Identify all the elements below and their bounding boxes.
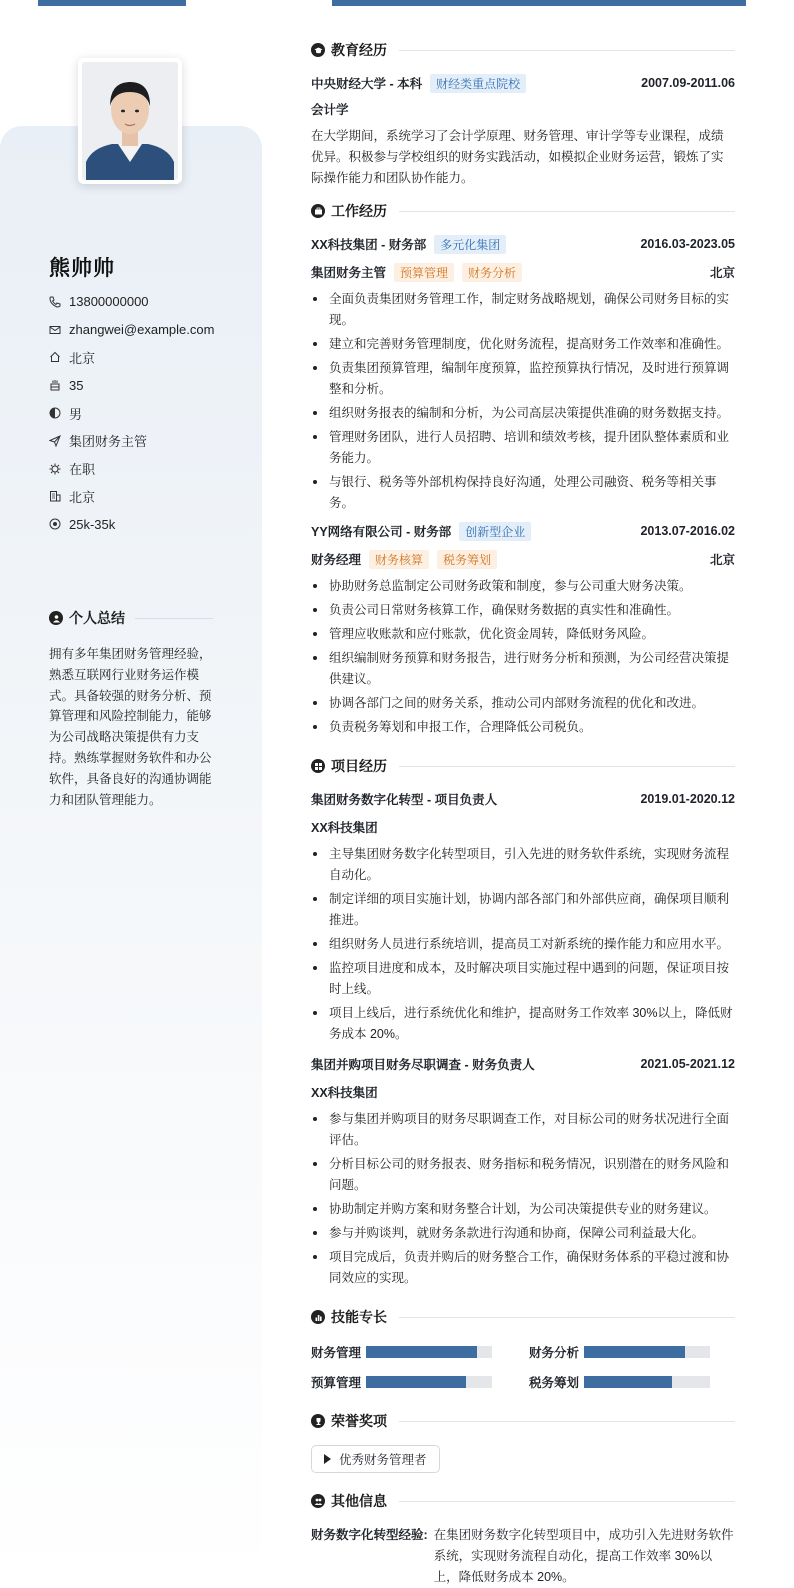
job-entry: [311, 233, 735, 514]
skills-title: 技能专长: [331, 1309, 387, 1325]
home-icon: [49, 351, 61, 363]
list-item: 制定详细的项目实施计划，协调内部各部门和外部供应商，确保项目顺利推进。: [311, 889, 735, 931]
list-item: 监控项目进度和成本，及时解决项目实施过程中遇到的问题，保证项目按时上线。: [311, 958, 735, 1000]
summary-title: 个人总结: [69, 610, 125, 626]
skill-tag: 预算管理: [394, 263, 454, 282]
divider: [135, 618, 213, 619]
school-name: 中央财经大学 - 本科: [311, 77, 423, 91]
skill-bar-fill: [584, 1346, 685, 1358]
list-item: 协调各部门之间的财务关系，推动公司内部财务流程的优化和改进。: [311, 693, 735, 714]
gender-icon: [49, 407, 61, 419]
info-email: zhangwei@example.com: [49, 316, 214, 344]
skill-label: 财务分析: [529, 1346, 580, 1360]
education-entry: [311, 72, 735, 94]
list-item: 管理应收账款和应付账款，优化资金周转，降低财务风险。: [311, 624, 735, 645]
trophy-icon: [311, 1414, 325, 1428]
skill-tag: 税务筹划: [437, 550, 497, 569]
project-bullets: [311, 1109, 735, 1289]
education-description: 在大学期间，系统学习了会计学原理、财务管理、审计学等专业课程，成绩优异。积极参与学校组织的财务实践活动，如模拟企业财务运营，锻炼了实际操作能力和团队协作能力。: [311, 129, 724, 185]
divider: [399, 766, 735, 767]
skill-tag: 财务核算: [369, 550, 429, 569]
list-item: 负责集团预算管理，编制年度预算，监控预算执行情况，及时进行预算调整和分析。: [311, 358, 735, 400]
mail-icon: [49, 324, 61, 336]
candidate-name: 熊帅帅: [49, 257, 115, 280]
job-header: [311, 520, 735, 542]
project-header: [311, 788, 735, 810]
list-item: 参与集团并购项目的财务尽职调查工作，对目标公司的财务状况进行全面评估。: [311, 1109, 735, 1151]
list-item: 协助制定并购方案和财务整合计划，为公司决策提供专业的财务建议。: [311, 1199, 735, 1220]
job-city: 北京: [709, 266, 735, 280]
awards-title: 荣誉奖项: [331, 1413, 387, 1429]
list-item: 组织编制财务预算和财务报告，进行财务分析和预测，为公司经营决策提供建议。: [311, 648, 735, 690]
company-tag: 多元化集团: [434, 235, 506, 254]
project-name: 集团并购项目财务尽职调查 - 财务负责人: [311, 1058, 535, 1072]
awards-header: [311, 1409, 735, 1433]
skill-bar-fill: [366, 1376, 466, 1388]
project-header: [311, 1053, 735, 1075]
award-label: 优秀财务管理者: [339, 1453, 427, 1467]
top-accent-bar-right: [332, 0, 746, 6]
project-date: 2021.05-2021.12: [640, 1057, 735, 1071]
graduation-cap-icon: [311, 43, 325, 57]
project-entry: [311, 788, 735, 1045]
salary-icon: [49, 518, 61, 530]
project-name: 集团财务数字化转型 - 项目负责人: [311, 793, 498, 807]
job-role-row: [311, 261, 735, 283]
summary-text: 拥有多年集团财务管理经验，熟悉互联网行业财务运作模式。具备较强的财务分析、预算管理和风险控制能力，能够为公司战略决策提供有力支持。熟练掌握财务软件和办公软件，具备良好的沟通协调能力和团队管理能力。: [49, 647, 212, 807]
major: 会计学: [311, 103, 349, 117]
info-status: 在职: [49, 455, 214, 483]
other-item: [311, 1525, 735, 1588]
skill-tag: 财务分析: [462, 263, 522, 282]
job-bullets: [311, 576, 735, 738]
company-tag: 创新型企业: [459, 522, 531, 541]
summary-header: [49, 608, 213, 628]
education-title: 教育经历: [331, 42, 387, 58]
bar-chart-icon: [311, 1310, 325, 1324]
education-header: [311, 38, 735, 62]
skill-label: 预算管理: [311, 1376, 362, 1390]
project-date: 2019.01-2020.12: [640, 792, 735, 806]
project-bullets: [311, 844, 735, 1045]
project-org-row: [311, 1081, 735, 1103]
project-org: XX科技集团: [311, 1086, 378, 1100]
divider: [399, 1421, 735, 1422]
job-role-row: [311, 548, 735, 570]
play-icon: [324, 1454, 331, 1464]
info-phone: 13800000000: [49, 288, 214, 316]
projects-title: 项目经历: [331, 758, 387, 774]
skill-label: 税务筹划: [529, 1376, 580, 1390]
building-icon: [49, 490, 61, 502]
divider: [399, 1501, 735, 1502]
divider: [399, 211, 735, 212]
top-accent-bar-left: [38, 0, 186, 6]
list-item: 主导集团财务数字化转型项目，引入先进的财务软件系统，实现财务流程自动化。: [311, 844, 735, 886]
skill-label: 财务管理: [311, 1346, 362, 1360]
other-text: 在集团财务数字化转型项目中，成功引入先进财务软件系统，实现财务流程自动化，提高工作效率 30%以上，降低财务成本 20%。: [433, 1528, 734, 1584]
other-header: [311, 1489, 735, 1513]
job-entry: [311, 520, 735, 738]
list-item: 全面负责集团财务管理工作，制定财务战略规划，确保公司财务目标的实现。: [311, 289, 735, 331]
awards-list: [311, 1445, 735, 1473]
education-date: 2007.09-2011.06: [641, 76, 735, 90]
project-org-row: [311, 816, 735, 838]
job-bullets: [311, 289, 735, 514]
job-role: 财务经理: [311, 553, 362, 567]
contact-info-list: [49, 288, 214, 538]
job-date: 2016.03-2023.05: [640, 237, 735, 251]
age-icon: [49, 379, 61, 391]
send-icon: [49, 435, 61, 447]
skill-bar-fill: [366, 1346, 477, 1358]
job-city: 北京: [709, 553, 735, 567]
skill-bar: [366, 1346, 492, 1358]
company-name: XX科技集团 - 财务部: [311, 238, 427, 252]
grid-icon: [311, 759, 325, 773]
info-city: 北京: [49, 483, 214, 511]
projects-header: [311, 754, 735, 778]
status-icon: [49, 463, 61, 475]
avatar: [82, 62, 178, 180]
job-date: 2013.07-2016.02: [640, 524, 735, 538]
skill-bar: [584, 1346, 710, 1358]
skill-item: [529, 1373, 729, 1391]
list-item: 参与并购谈判，就财务条款进行沟通和协商，保障公司利益最大化。: [311, 1223, 735, 1244]
skill-bar: [584, 1376, 710, 1388]
list-item: 管理财务团队，进行人员招聘、培训和绩效考核，提升团队整体素质和业务能力。: [311, 427, 735, 469]
list-item: 建立和完善财务管理制度，优化财务流程，提高财务工作效率和准确性。: [311, 334, 735, 355]
list-item: 项目上线后，进行系统优化和维护，提高财务工作效率 30%以上，降低财务成本 20%。: [311, 1003, 735, 1045]
skill-item: [311, 1373, 529, 1391]
major-row: [311, 98, 735, 120]
skills-grid: [311, 1343, 735, 1391]
divider: [399, 50, 735, 51]
info-location: 北京: [49, 344, 214, 372]
info-gender: 男: [49, 399, 214, 427]
skills-header: [311, 1305, 735, 1329]
list-item: 协助财务总监制定公司财务政策和制度，参与公司重大财务决策。: [311, 576, 735, 597]
info-position: 集团财务主管: [49, 427, 214, 455]
skill-bar: [366, 1376, 492, 1388]
school-tag: 财经类重点院校: [430, 74, 526, 93]
main-content: [311, 38, 735, 1588]
award-badge: [311, 1445, 440, 1473]
project-entry: [311, 1053, 735, 1289]
briefcase-icon: [311, 204, 325, 218]
list-item: 负责税务筹划和申报工作，合理降低公司税负。: [311, 717, 735, 738]
list-item: 组织财务报表的编制和分析，为公司高层决策提供准确的财务数据支持。: [311, 403, 735, 424]
list-item: 与银行、税务等外部机构保持良好沟通，处理公司融资、税务等相关事务。: [311, 472, 735, 514]
job-header: [311, 233, 735, 255]
other-title: 其他信息: [331, 1493, 387, 1509]
company-name: YY网络有限公司 - 财务部: [311, 525, 452, 539]
profile-photo: [78, 58, 182, 184]
user-icon: [49, 611, 63, 625]
people-icon: [311, 1494, 325, 1508]
project-org: XX科技集团: [311, 821, 378, 835]
phone-icon: [49, 296, 61, 308]
other-label: 财务数字化转型经验:: [311, 1528, 428, 1542]
work-title: 工作经历: [331, 203, 387, 219]
list-item: 分析目标公司的财务报表、财务指标和税务情况，识别潜在的财务风险和问题。: [311, 1154, 735, 1196]
skill-item: [311, 1343, 529, 1361]
info-age: 35: [49, 371, 214, 399]
info-salary: 25k-35k: [49, 510, 214, 538]
list-item: 负责公司日常财务核算工作，确保财务数据的真实性和准确性。: [311, 600, 735, 621]
job-role: 集团财务主管: [311, 266, 387, 280]
list-item: 组织财务人员进行系统培训，提高员工对新系统的操作能力和应用水平。: [311, 934, 735, 955]
work-header: [311, 199, 735, 223]
divider: [399, 1317, 735, 1318]
skill-item: [529, 1343, 729, 1361]
skill-bar-fill: [584, 1376, 672, 1388]
list-item: 项目完成后，负责并购后的财务整合工作，确保财务体系的平稳过渡和协同效应的实现。: [311, 1247, 735, 1289]
